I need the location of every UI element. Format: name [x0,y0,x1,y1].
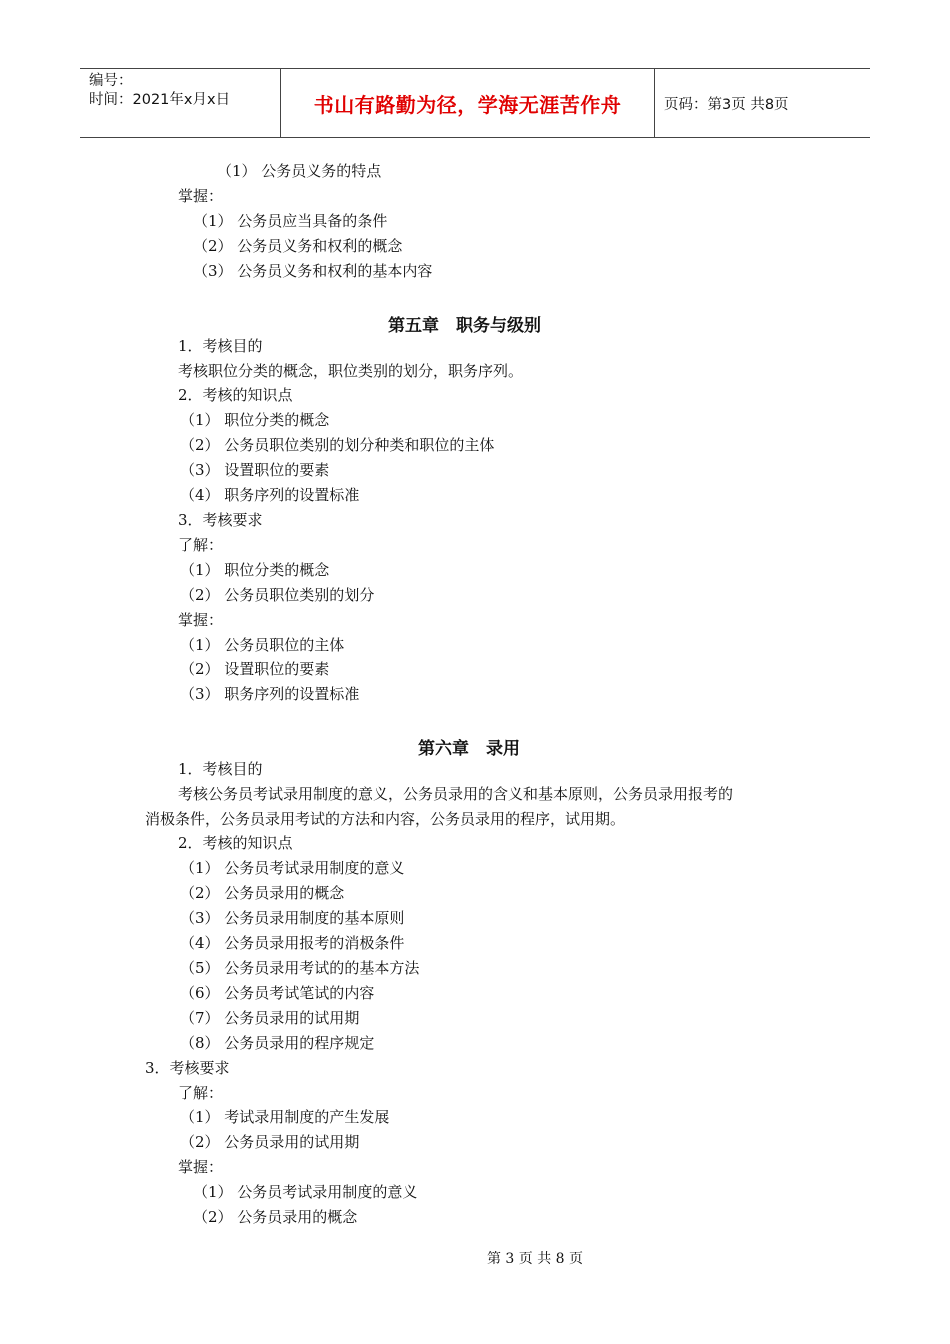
header-number: 编号： [89,73,133,89]
text-line: 了解： [178,1084,224,1102]
header-meta [80,69,281,137]
text-line: 消极条件，公务员录用考试的方法和内容，公务员录用的程序，试用期。 [145,810,626,828]
text-line: （5） 公务员录用考试的的基本方法 [180,959,420,977]
text-line: （2） 公务员录用的试用期 [180,1133,360,1151]
text-line: 掌握： [178,1158,224,1176]
text-line: （2） 设置职位的要素 [180,660,330,678]
text-line: （1） 职位分类的概念 [180,411,330,429]
page-header [80,68,870,138]
chapter-title: 第五章 职务与级别 [388,316,541,336]
text-line: 考核职位分类的概念，职位类别的划分，职务序列。 [178,362,524,380]
text-line: （4） 职务序列的设置标准 [180,486,360,504]
text-line: 2．考核的知识点 [178,834,293,852]
text-line: （2） 公务员录用的概念 [193,1208,358,1226]
text-line: 1．考核目的 [178,337,263,355]
text-line: （1） 公务员应当具备的条件 [193,212,388,230]
text-line: （2） 公务员职位类别的划分种类和职位的主体 [180,436,495,454]
text-line: （1） 职位分类的概念 [180,561,330,579]
text-line: （1） 公务员义务的特点 [217,162,382,180]
text-line: （1） 公务员考试录用制度的意义 [193,1183,418,1201]
text-line: （2） 公务员录用的概念 [180,884,345,902]
text-line: （4） 公务员录用报考的消极条件 [180,934,405,952]
text-line: （3） 公务员义务和权利的基本内容 [193,262,433,280]
page-footer [0,1248,950,1268]
text-line: 了解： [178,536,224,554]
footer-page-number: 第 3 页 共 8 页 [486,1251,584,1267]
text-line: （3） 职务序列的设置标准 [180,685,360,703]
text-line: （3） 公务员录用制度的基本原则 [180,909,405,927]
text-line: （1） 公务员考试录用制度的意义 [180,859,405,877]
header-time: 时间：2021年x月x日 [89,92,231,108]
text-line: （1） 公务员职位的主体 [180,636,345,654]
text-line: 考核公务员考试录用制度的意义，公务员录用的含义和基本原则，公务员录用报考的 [178,785,734,803]
text-line: （2） 公务员职位类别的划分 [180,586,375,604]
header-page-info: 页码：第3页 共8页 [664,96,789,113]
text-line: 2．考核的知识点 [178,386,293,404]
chapter-title: 第六章 录用 [418,739,520,759]
text-line: 1．考核目的 [178,760,263,778]
text-line: 掌握： [178,611,224,629]
text-line: （2） 公务员义务和权利的概念 [193,237,403,255]
text-line: （6） 公务员考试笔试的内容 [180,984,375,1002]
text-line: 掌握： [178,187,224,205]
header-motto: 书山有路勤为径，学海无涯苦作舟 [281,69,655,137]
text-line: （7） 公务员录用的试用期 [180,1009,360,1027]
text-line: （3） 设置职位的要素 [180,461,330,479]
text-line: （8） 公务员录用的程序规定 [180,1034,375,1052]
text-line: （1） 考试录用制度的产生发展 [180,1108,390,1126]
text-line: 3．考核要求 [145,1059,230,1077]
text-line: 3．考核要求 [178,511,263,529]
